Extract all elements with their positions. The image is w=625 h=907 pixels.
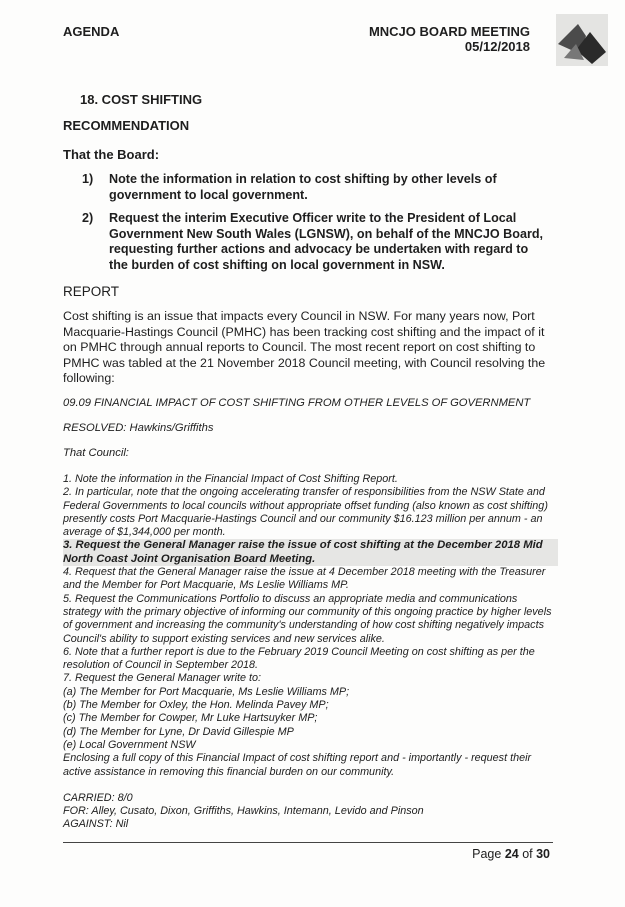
recommendation-item <box>82 211 549 273</box>
recommendation-number: 1) <box>82 172 94 186</box>
resolution-line: Enclosing a full copy of this Financial Impact of cost shifting report and - importantly - request their active assistance in removing this financial burden on our community. <box>63 752 532 778</box>
resolution-line: 1. Note the information in the Financial Impact of Cost Shifting Report. <box>63 473 398 485</box>
resolution-line: (b) The Member for Oxley, the Hon. Melinda Pavey MP; <box>63 699 329 712</box>
resolution-line: 6. Note that a further report is due to the February 2019 Council Meeting on cost shifting as per the resolution of Council in September 2018. <box>63 645 535 672</box>
footer-divider <box>63 842 553 843</box>
recommendation-number: 2) <box>82 211 94 225</box>
recommendation-item <box>82 172 549 203</box>
page-number <box>472 847 550 861</box>
resolution-line: 2. In particular, note that the ongoing accelerating transfer of responsibilities from the NSW State and Federal Governments to local councils without appropriate offset funding (also known as cost shifting) presently costs Port Macquarie-Hastings Council and our community $16.123 million per annum - an average of $1,344,000 per month. <box>63 486 548 539</box>
resolution-line: (c) The Member for Cowper, Mr Luke Hartsuyker MP; <box>63 712 318 725</box>
agenda-label: AGENDA <box>63 24 120 39</box>
recommendation-text: Request the interim Executive Officer write to the President of Local Government New South Wales (LGNSW), on behalf of the MNCJO Board, requesting further actions and advocacy be undertaken with regard to the burden of cost shifting on local government in NSW. <box>109 211 544 272</box>
resolution-line: 5. Request the Communications Portfolio to discuss an appropriate media and communications strategy with the primary objective of informing our community of this ongoing practice by higher levels of government and increasing the community's understanding of how cost shifting negatively impacts Council's ability to support existing services and new services alike. <box>63 592 552 645</box>
resolution-line: 7. Request the General Manager write to: <box>63 672 262 685</box>
that-council: That Council: <box>63 447 129 459</box>
page-prefix: Page <box>472 847 505 861</box>
resolution-line: (e) Local Government NSW <box>63 738 196 751</box>
carried-result: CARRIED: 8/0 <box>63 791 133 804</box>
item-title: 18. COST SHIFTING <box>80 92 203 107</box>
resolution-line: 4. Request that the General Manager raise the issue at 4 December 2018 meeting with the Treasurer and the Member for Port Macquarie, Ms Leslie Williams MP. <box>63 566 546 592</box>
report-heading: REPORT <box>63 284 120 299</box>
report-paragraph: Cost shifting is an issue that impacts every Council in NSW. For many years now, Port Macquarie-Hastings Council (PMHC) has been tracking cost shifting and the impact of it on PMHC through annual reports to Council. The most recent report on cost shifting to PMHC was tabled at the 21 November 2018 Council meeting, with Council resolving the following: <box>63 309 546 386</box>
meeting-header <box>369 24 530 54</box>
votes-for: FOR: Alley, Cusato, Dixon, Griffiths, Hawkins, Intemann, Levido and Pinson <box>63 805 424 818</box>
resolution-line: (a) The Member for Port Macquarie, Ms Leslie Williams MP; <box>63 685 350 698</box>
resolution-list <box>63 473 558 832</box>
recommendation-intro: That the Board: <box>63 147 160 162</box>
recommendation-heading: RECOMMENDATION <box>63 118 190 133</box>
mountain-logo-icon <box>556 14 608 66</box>
meeting-title: MNCJO BOARD MEETING <box>368 24 530 39</box>
resolution-highlight: 3. Request the General Manager raise the issue of cost shifting at the December 2018 Mid North Coast Joint Organisation Board Meeting. <box>63 539 558 566</box>
recommendation-text: Note the information in relation to cost shifting by other levels of government to local government. <box>109 172 497 202</box>
resolution-line: (d) The Member for Lyne, Dr David Gillespie MP <box>63 725 294 738</box>
page-of: of <box>518 847 537 861</box>
resolved-by: RESOLVED: Hawkins/Griffiths <box>63 422 214 434</box>
page-current: 24 <box>504 847 519 861</box>
votes-against: AGAINST: Nil <box>63 818 129 831</box>
resolution-title: 09.09 FINANCIAL IMPACT OF COST SHIFTING FROM OTHER LEVELS OF GOVERNMENT <box>63 397 531 409</box>
page-total: 30 <box>536 847 550 861</box>
meeting-date: 05/12/2018 <box>464 39 530 54</box>
